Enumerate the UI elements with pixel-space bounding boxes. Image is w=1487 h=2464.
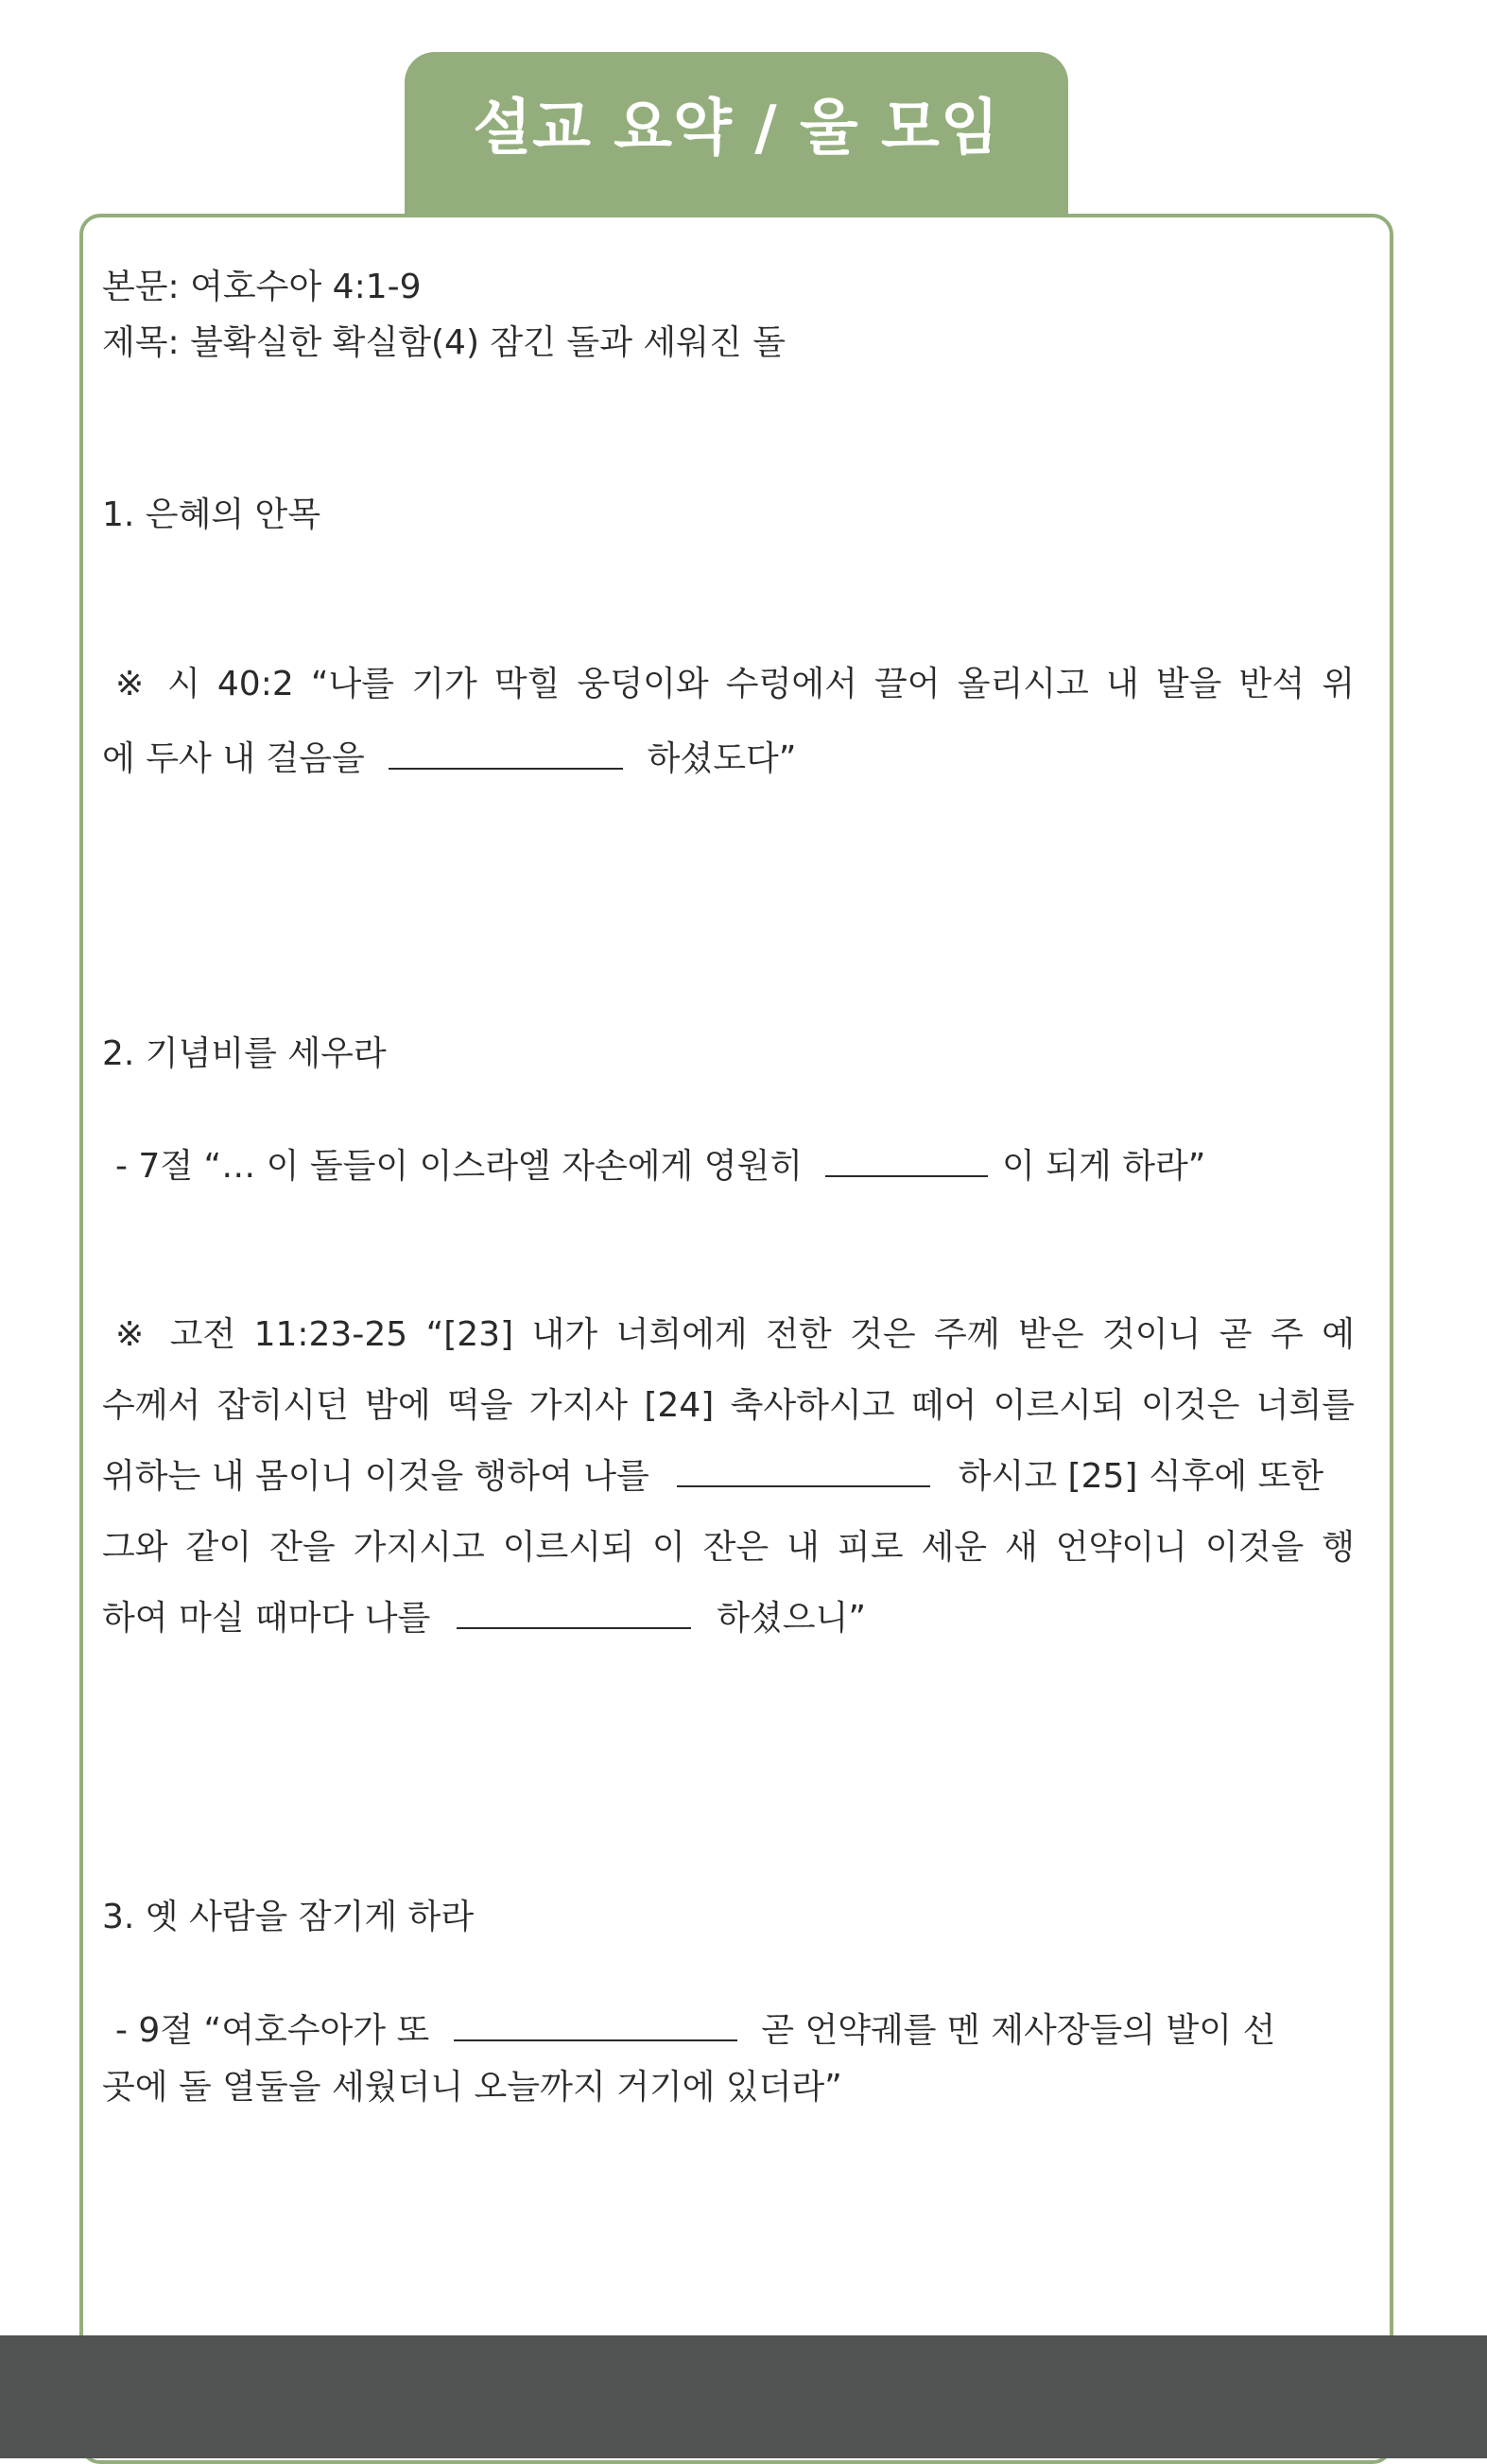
section-2-reference-line-4: 그와 같이 잔을 가지시고 이르시되 이 잔은 내 피로 세운 새 언약이니 이것을 행 [102, 1528, 1355, 1567]
text-segment: - 7절 “… 이 돌들이 이스라엘 자손에게 영원히 [115, 1147, 804, 1186]
section-3-heading: 3. 옛 사람을 잠기게 하라 [102, 1898, 475, 1936]
fill-in-blank [454, 2013, 737, 2041]
fill-in-blank [389, 741, 623, 770]
fill-in-blank [457, 1601, 691, 1629]
section-3-verse-line-1 [102, 2010, 1355, 2052]
scripture-reference-line: 본문: 여호수아 4:1-9 [102, 268, 422, 306]
text-segment: 하시고 [25] 식후에 또한 [958, 1457, 1324, 1496]
text-segment: 에 두사 내 걸음을 [102, 739, 365, 778]
section-1-reference-line-1: ※ 시 40:2 “나를 기가 막힐 웅덩이와 수렁에서 끌어 올리시고 내 발을 반석 위 [115, 665, 1355, 703]
text-segment: 이 되게 하라” [1001, 1147, 1206, 1186]
footer-bar [0, 2335, 1487, 2458]
section-2-heading: 2. 기념비를 세우라 [102, 1034, 387, 1073]
text-segment: 곧 언약궤를 멘 제사장들의 발이 선 [761, 2011, 1276, 2050]
text-segment: 하셨으니” [717, 1599, 866, 1638]
text-segment: - 9절 “여호수아가 또 [115, 2011, 430, 2050]
fill-in-blank [825, 1149, 988, 1177]
text-segment: 위하는 내 몸이니 이것을 행하여 나를 [102, 1457, 649, 1496]
section-2-reference-line-5 [102, 1598, 1355, 1640]
section-1-reference-line-2 [102, 738, 1355, 780]
sermon-title-line: 제목: 불확실한 확실함(4) 잠긴 돌과 세워진 돌 [102, 323, 786, 362]
section-1-heading: 1. 은혜의 안목 [102, 495, 321, 534]
section-2-verse-line [102, 1146, 1355, 1188]
section-2-reference-line-1: ※ 고전 11:23-25 “[23] 내가 너희에게 전한 것은 주께 받은 것이니 곧 주 예 [115, 1315, 1355, 1354]
section-2-reference-line-2: 수께서 잡히시던 밤에 떡을 가지사 [24] 축사하시고 떼어 이르시되 이것은 너희를 [102, 1386, 1355, 1425]
page-title: 설교 요약 / 울 모임 [473, 94, 1000, 164]
section-2-reference-line-3 [102, 1456, 1355, 1498]
section-3-verse-line-2: 곳에 돌 열둘을 세웠더니 오늘까지 거기에 있더라” [102, 2068, 842, 2107]
text-segment: 하셨도다” [647, 739, 797, 778]
fill-in-blank [677, 1459, 930, 1487]
text-segment: 하여 마실 때마다 나를 [102, 1599, 431, 1638]
